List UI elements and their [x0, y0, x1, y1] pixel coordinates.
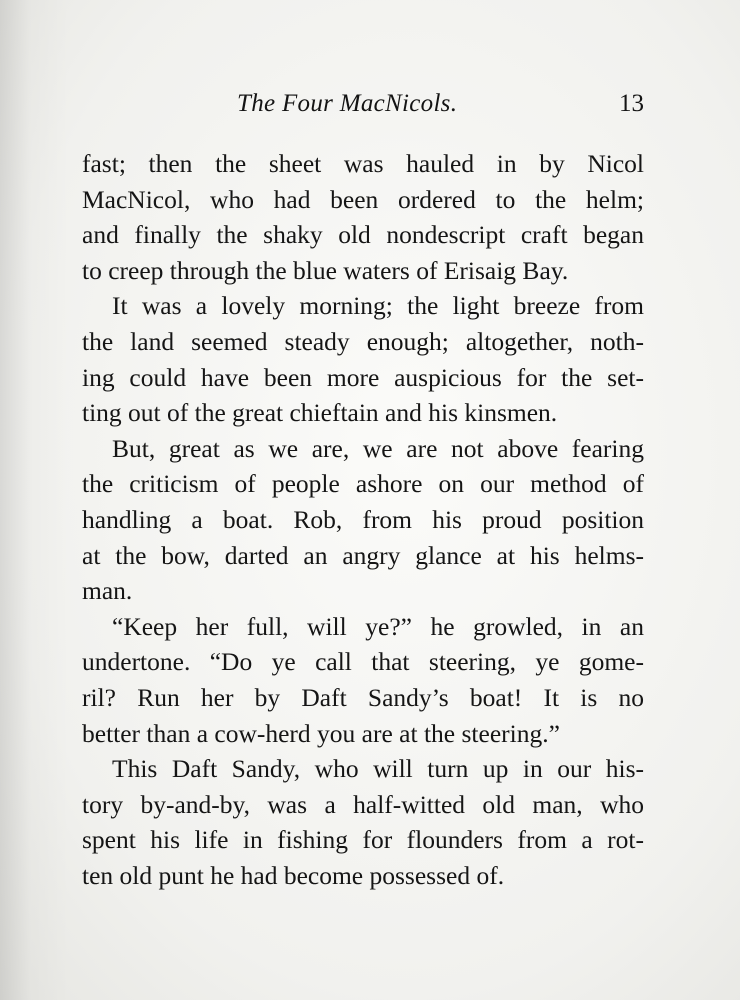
text-line: handling a boat. Rob, from his proud position	[82, 504, 644, 534]
text-line: tory by-and-by, was a half-witted old man, who	[82, 789, 644, 819]
text-line: ing could have been more auspicious for the set-	[82, 362, 644, 392]
paragraph	[82, 288, 644, 430]
text-line: and finally the shaky old nondescript craft began	[82, 220, 644, 250]
page-number: 13	[619, 90, 644, 117]
text-line: at the bow, darted an angry glance at his helms-	[82, 540, 644, 570]
text-line: the land seemed steady enough; altogether, noth-	[82, 326, 644, 356]
text-line: MacNicol, who had been ordered to the helm;	[82, 184, 644, 214]
text-line: ril? Run her by Daft Sandy’s boat! It is no	[82, 682, 644, 712]
running-title: The Four MacNicols.	[237, 90, 458, 117]
text-line: ting out of the great chieftain and his kinsmen.	[82, 398, 558, 428]
text-line: better than a cow-herd you are at the steering.”	[82, 718, 560, 748]
text-line: ten old punt he had become possessed of.	[82, 860, 505, 890]
text-line: This Daft Sandy, who will turn up in our his-	[112, 754, 644, 784]
text-line: But, great as we are, we are not above fearing	[112, 433, 644, 463]
text-line: “Keep her full, will ye?” he growled, in an	[112, 611, 644, 641]
text-line: undertone. “Do ye call that steering, ye gome-	[82, 647, 644, 677]
text-line: It was a lovely morning; the light breeze from	[112, 291, 644, 321]
text-line: the criticism of people ashore on our method of	[82, 469, 644, 499]
paragraph	[82, 146, 644, 288]
page-header	[82, 90, 644, 130]
text-line: to creep through the blue waters of Erisaig Bay.	[82, 255, 569, 285]
text-line: spent his life in fishing for flounders from a rot-	[82, 825, 644, 855]
text-line: man.	[82, 576, 133, 606]
text-line: fast; then the sheet was hauled in by Nicol	[82, 149, 644, 178]
paragraph	[82, 609, 644, 751]
body-text	[82, 146, 644, 893]
paragraph	[82, 751, 644, 893]
paragraph	[82, 431, 644, 609]
